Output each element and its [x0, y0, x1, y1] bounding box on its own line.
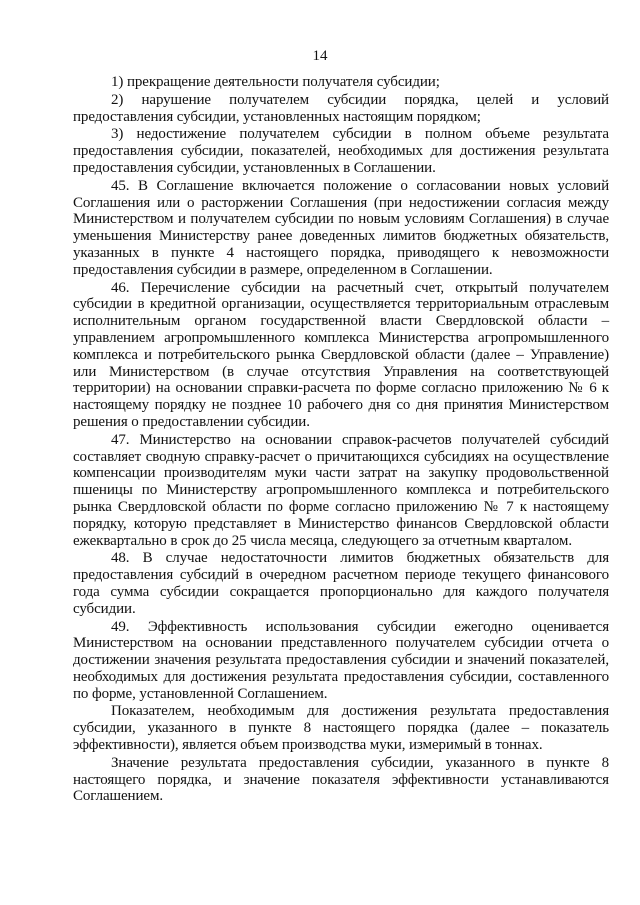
clause-45: 45. В Соглашение включается положение о согласовании новых условий Соглашения или о расторжении Соглашения (при недостижении согласия между Министерством и получателем субсидии по новым условиям Соглашения) в случае уменьшения Министерству ранее доведенных лимитов бюджетных обязательств, указанных в пункте 4 настоящего порядка, приводящего к невозможности предоставления субсидии в размере, определенном в Соглашении. — [73, 177, 609, 278]
clause-49: 49. Эффективность использования субсидии ежегодно оценивается Министерством на основании представленного получателем субсидии отчета о достижении значения результата предоставления субсидии и значений показателей, необходимых для достижения результата предоставления субсидии, составленного по форме, установленной Соглашением. — [73, 618, 609, 702]
list-item-violation: 2) нарушение получателем субсидии порядка, целей и условий предоставления субсидии, установленных настоящим порядком; — [73, 91, 609, 125]
clause-46: 46. Перечисление субсидии на расчетный счет, открытый получателем субсидии в кредитной организации, осуществляется территориальным отраслевым исполнительным органом государственной власти Свердловской области – управлением агропромышленного комплекса Министерства агропромышленного комплекса и потребительского рынка Свердловской области (далее – Управление) или Министерством (в случае отсутствия Управления на соответствующей территории) на основании справки-расчета по форме согласно приложению № 6 к настоящему порядку не позднее 10 рабочего дня со дня принятия Министерством решения о предоставлении субсидии. — [73, 279, 609, 430]
clause-47: 47. Министерство на основании справок-расчетов получателей субсидий составляет сводную справку-расчет о причитающихся субсидиях на осуществление компенсации производителям муки части затрат на закупку продовольственной пшеницы по Министерству агропромышленного комплекса и потребительского рынка Свердловской области по форме согласно приложению № 7 к настоящему порядку, которую представляет в Министерство финансов Свердловской области ежеквартально в срок до 25 числа месяца, следующего за отчетным кварталом. — [73, 431, 609, 549]
result-value-paragraph: Значение результата предоставления субсидии, указанного в пункте 8 настоящего порядка, и значение показателя эффективности устанавливаются Соглашением. — [73, 754, 609, 805]
list-item-non-achievement: 3) недостижение получателем субсидии в полном объеме результата предоставления субсидии, показателей, необходимых для достижения результата предоставления субсидии, установленных в Соглашении. — [73, 126, 609, 176]
efficiency-indicator-paragraph: Показателем, необходимым для достижения результата предоставления субсидии, указанного в пункте 8 настоящего порядка (далее – показатель эффективности), является объем производства муки, измеримый в тоннах. — [73, 703, 609, 754]
clause-48: 48. В случае недостаточности лимитов бюджетных обязательств для предоставления субсидий в очередном расчетном периоде текущего финансового года сумма субсидии сокращается пропорционально для каждого получателя субсидии. — [73, 550, 609, 617]
page-number: 14 — [312, 48, 328, 64]
document-body — [73, 74, 609, 805]
list-item-termination: 1) прекращение деятельности получателя субсидии; — [111, 74, 440, 90]
